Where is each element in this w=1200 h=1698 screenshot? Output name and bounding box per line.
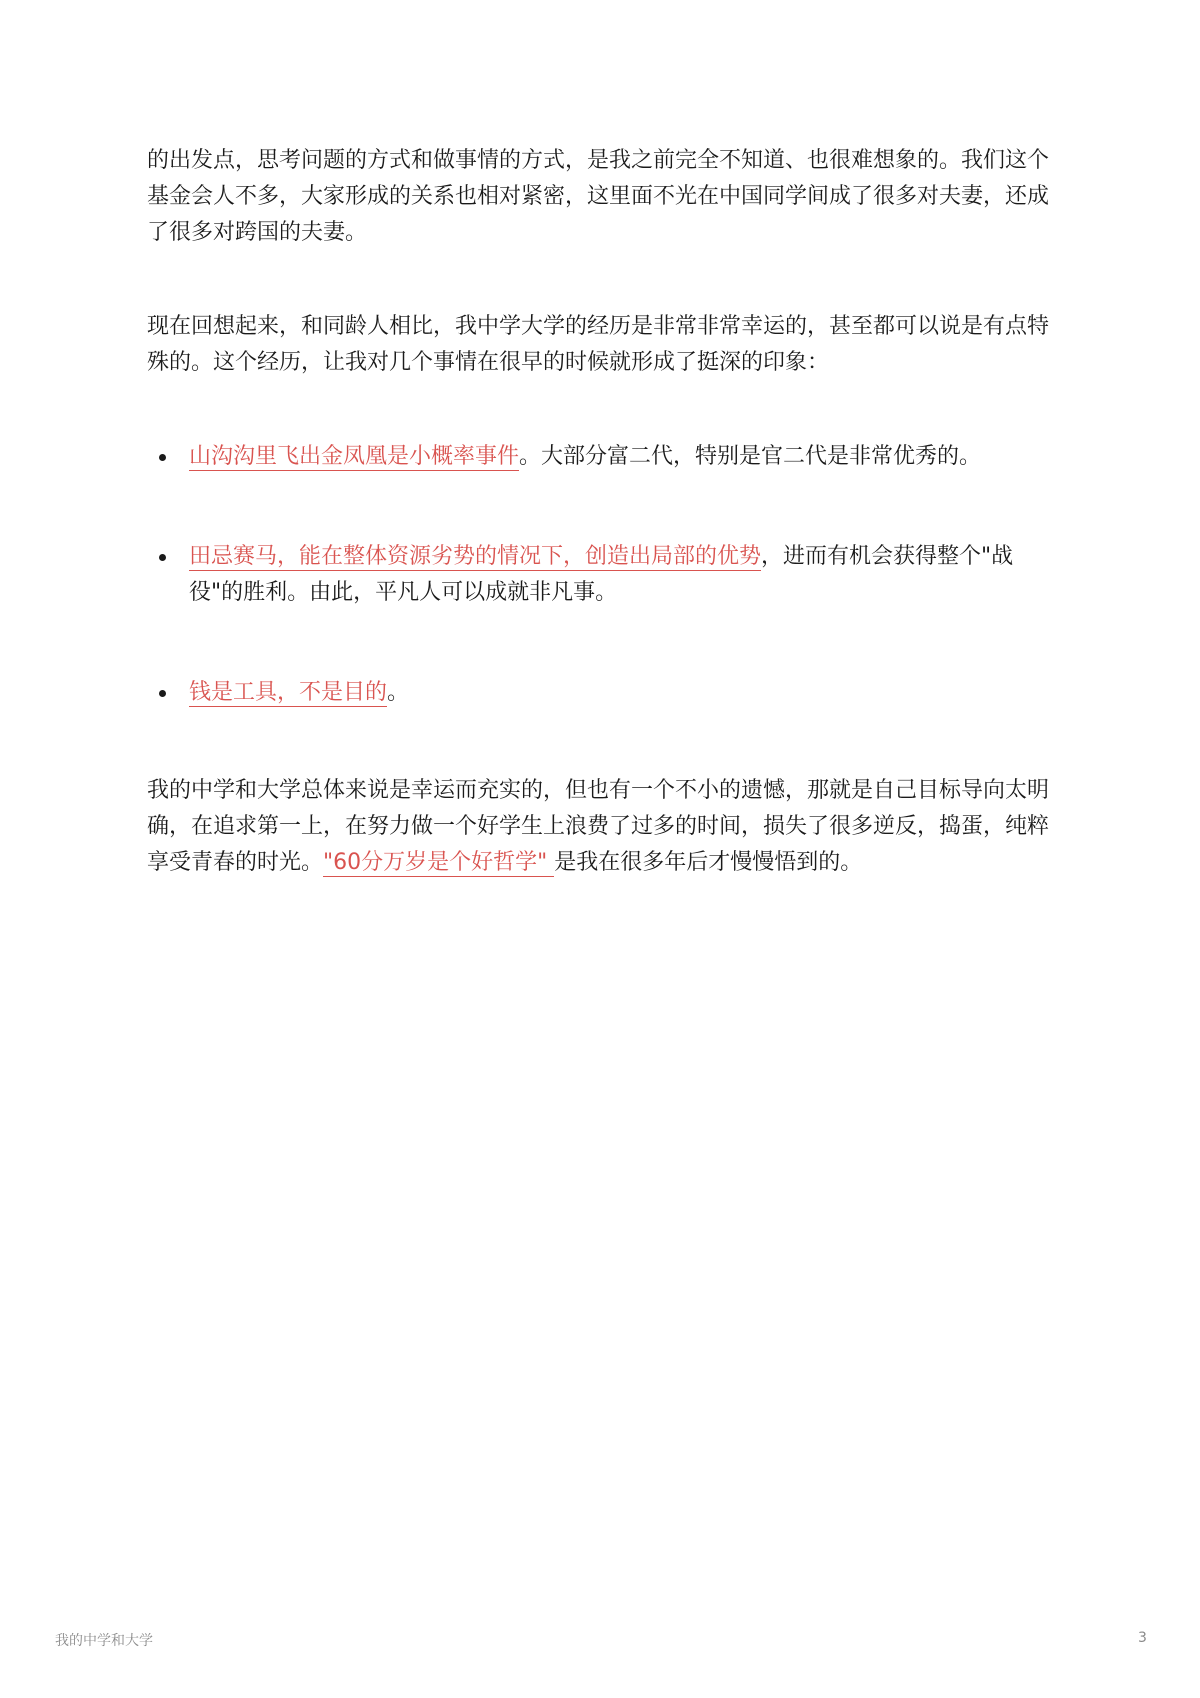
philosophy-link[interactable]: "60分万岁是个好哲学" — [323, 850, 555, 875]
document-body — [147, 143, 1067, 881]
bullet-dot-icon — [159, 554, 166, 561]
paragraph-3-text-before: 我的中学和大学总体来说是幸运而充实的，但也有一个不小的遗憾，那就是自己目标导向太明确，在追求第一上，在努力做一个好学生上浪费了过多的时间，损失了很多逆反，捣蛋，纯粹享受青春的时光。 — [147, 778, 1050, 875]
list-item — [147, 675, 1067, 711]
paragraph-1: 的出发点，思考问题的方式和做事情的方式，是我之前完全不知道、也很难想象的。我们这个基金会人不多，大家形成的关系也相对紧密，这里面不光在中国同学间成了很多对夫妻，还成了很多对跨国的夫妻。 — [147, 148, 1050, 245]
bullet-dot-icon — [159, 690, 166, 697]
footer-page-number: 3 — [1138, 1630, 1147, 1646]
paragraph-3-text-after: 是我在很多年后才慢慢悟到的。 — [554, 850, 863, 875]
bullet-link-2[interactable]: 田忌赛马，能在整体资源劣势的情况下，创造出局部的优势 — [189, 544, 762, 569]
bullet-dot-icon — [159, 454, 166, 461]
footer-document-title: 我的中学和大学 — [55, 1633, 153, 1649]
list-item — [147, 439, 1067, 475]
bullet-text-1: 。大部分富二代，特别是官二代是非常优秀的。 — [519, 444, 982, 469]
bullet-link-3[interactable]: 钱是工具，不是目的 — [189, 680, 388, 705]
bullet-link-1[interactable]: 山沟沟里飞出金凤凰是小概率事件 — [189, 444, 520, 469]
bullet-list — [147, 439, 1067, 711]
list-item — [147, 539, 1067, 611]
bullet-text-3: 。 — [387, 680, 410, 705]
paragraph-2: 现在回想起来，和同龄人相比，我中学大学的经历是非常非常幸运的，甚至都可以说是有点特殊的。这个经历，让我对几个事情在很早的时候就形成了挺深的印象： — [147, 314, 1050, 375]
bullet-text-2: ，进而有机会获得整个"战役"的胜利。由此，平凡人可以成就非凡事。 — [189, 544, 1014, 605]
paragraph-3 — [147, 773, 1067, 881]
